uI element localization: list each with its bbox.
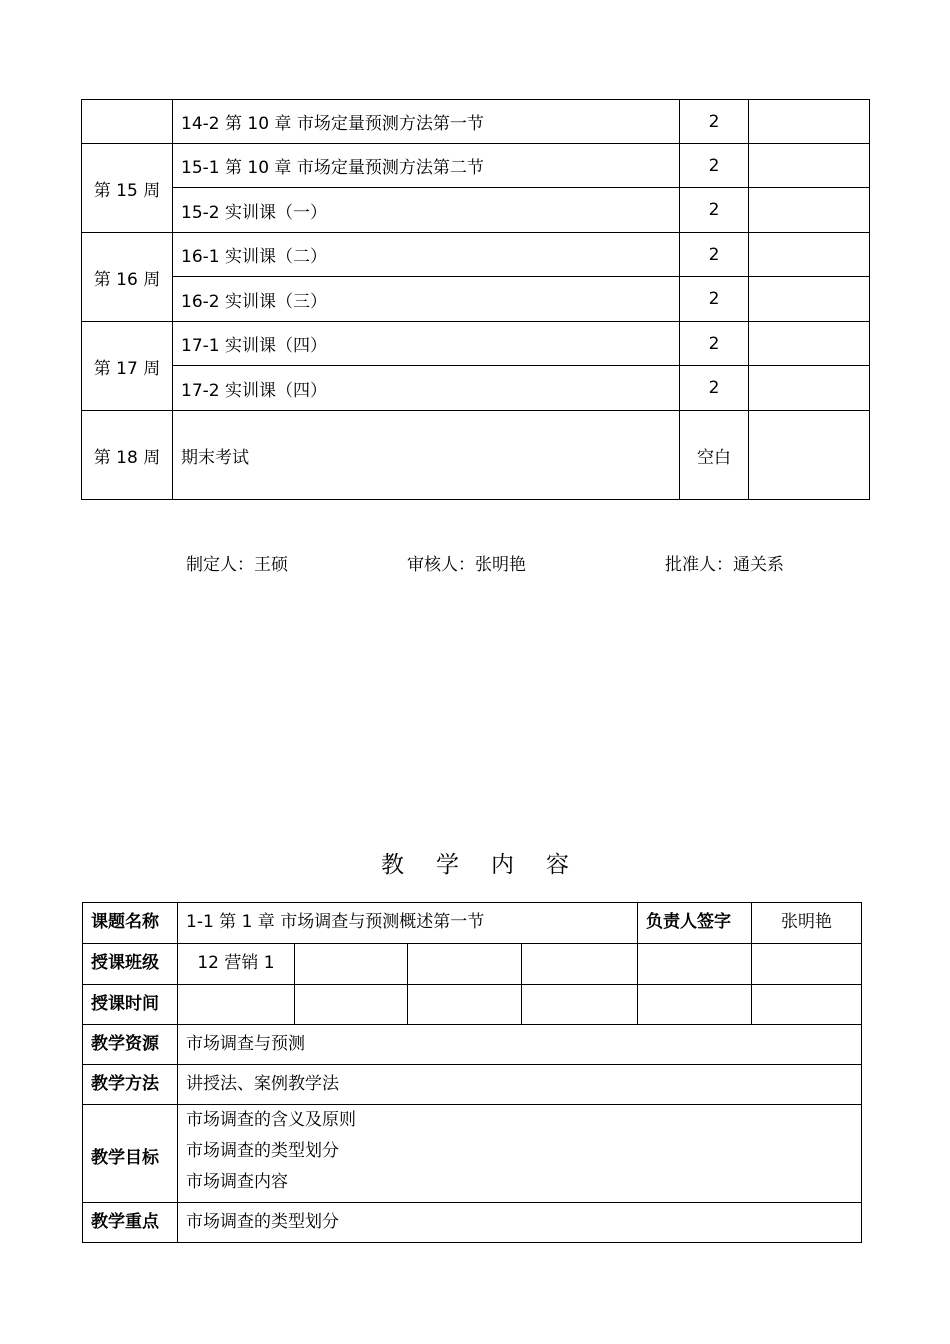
method-label: 教学方法 — [83, 1065, 178, 1105]
lesson-content-cell: 17-1 实训课（四） — [173, 322, 680, 366]
table-row — [83, 903, 862, 944]
note-cell — [749, 277, 870, 322]
class-value: 12 营销 1 — [178, 944, 295, 985]
week-cell: 第 17 周 — [82, 322, 173, 411]
resource-label: 教学资源 — [83, 1025, 178, 1065]
empty-cell — [638, 944, 752, 985]
table-row — [82, 100, 870, 144]
goal-list — [178, 1105, 862, 1203]
note-cell — [749, 144, 870, 188]
table-row — [83, 1203, 862, 1243]
lesson-content-cell: 期末考试 — [173, 411, 680, 500]
note-cell — [749, 322, 870, 366]
week-cell: 第 18 周 — [82, 411, 173, 500]
week-cell: 第 15 周 — [82, 144, 173, 233]
empty-cell — [752, 985, 862, 1025]
lesson-content-cell: 15-1 第 10 章 市场定量预测方法第二节 — [173, 144, 680, 188]
hours-cell: 2 — [680, 144, 749, 188]
empty-cell — [522, 944, 638, 985]
approver-signature: 批准人：通关系 — [665, 555, 784, 575]
hours-cell: 2 — [680, 322, 749, 366]
focus-label: 教学重点 — [83, 1203, 178, 1243]
table-row — [82, 366, 870, 411]
time-label: 授课时间 — [83, 985, 178, 1025]
schedule-table — [81, 99, 870, 500]
class-label: 授课班级 — [83, 944, 178, 985]
table-row — [83, 1105, 862, 1203]
empty-cell — [752, 944, 862, 985]
note-cell — [749, 233, 870, 277]
empty-cell — [295, 985, 408, 1025]
note-cell — [749, 366, 870, 411]
empty-cell — [408, 944, 522, 985]
method-value: 讲授法、案例教学法 — [178, 1065, 862, 1105]
reviewer-signature: 审核人：张明艳 — [407, 555, 526, 575]
hours-cell: 2 — [680, 188, 749, 233]
lesson-content-cell: 16-2 实训课（三） — [173, 277, 680, 322]
topic-label: 课题名称 — [83, 903, 178, 944]
lesson-content-cell: 16-1 实训课（二） — [173, 233, 680, 277]
week-cell: 第 16 周 — [82, 233, 173, 322]
table-row — [82, 233, 870, 277]
owner-label: 负责人签字 — [638, 903, 752, 944]
hours-cell: 2 — [680, 277, 749, 322]
empty-cell — [178, 985, 295, 1025]
goal-item: 市场调查内容 — [186, 1172, 288, 1192]
lesson-content-cell: 17-2 实训课（四） — [173, 366, 680, 411]
maker-signature: 制定人：王硕 — [186, 555, 288, 575]
note-cell — [749, 411, 870, 500]
empty-cell — [522, 985, 638, 1025]
topic-value: 1-1 第 1 章 市场调查与预测概述第一节 — [178, 903, 638, 944]
resource-value: 市场调查与预测 — [178, 1025, 862, 1065]
table-row — [83, 1025, 862, 1065]
hours-cell: 2 — [680, 100, 749, 144]
table-row — [82, 411, 870, 500]
section-title: 教学内容 — [381, 852, 601, 878]
signature-line — [0, 550, 950, 576]
table-row — [83, 985, 862, 1025]
table-row — [82, 322, 870, 366]
note-cell — [749, 100, 870, 144]
lesson-content-cell: 15-2 实训课（一） — [173, 188, 680, 233]
goal-item: 市场调查的含义及原则 — [186, 1110, 356, 1130]
owner-value: 张明艳 — [752, 903, 862, 944]
empty-cell — [408, 985, 522, 1025]
table-row — [82, 277, 870, 322]
note-cell — [749, 188, 870, 233]
hours-cell: 2 — [680, 366, 749, 411]
lesson-content-cell: 14-2 第 10 章 市场定量预测方法第一节 — [173, 100, 680, 144]
lesson-plan-table — [82, 902, 862, 1243]
empty-cell — [295, 944, 408, 985]
table-row — [83, 1065, 862, 1105]
table-row — [83, 944, 862, 985]
hours-cell: 2 — [680, 233, 749, 277]
focus-value: 市场调查的类型划分 — [178, 1203, 862, 1243]
table-row — [82, 188, 870, 233]
hours-cell: 空白 — [680, 411, 749, 500]
table-row — [82, 144, 870, 188]
empty-cell — [638, 985, 752, 1025]
goal-item: 市场调查的类型划分 — [186, 1141, 339, 1161]
goal-label: 教学目标 — [83, 1105, 178, 1203]
week-cell — [82, 100, 173, 144]
